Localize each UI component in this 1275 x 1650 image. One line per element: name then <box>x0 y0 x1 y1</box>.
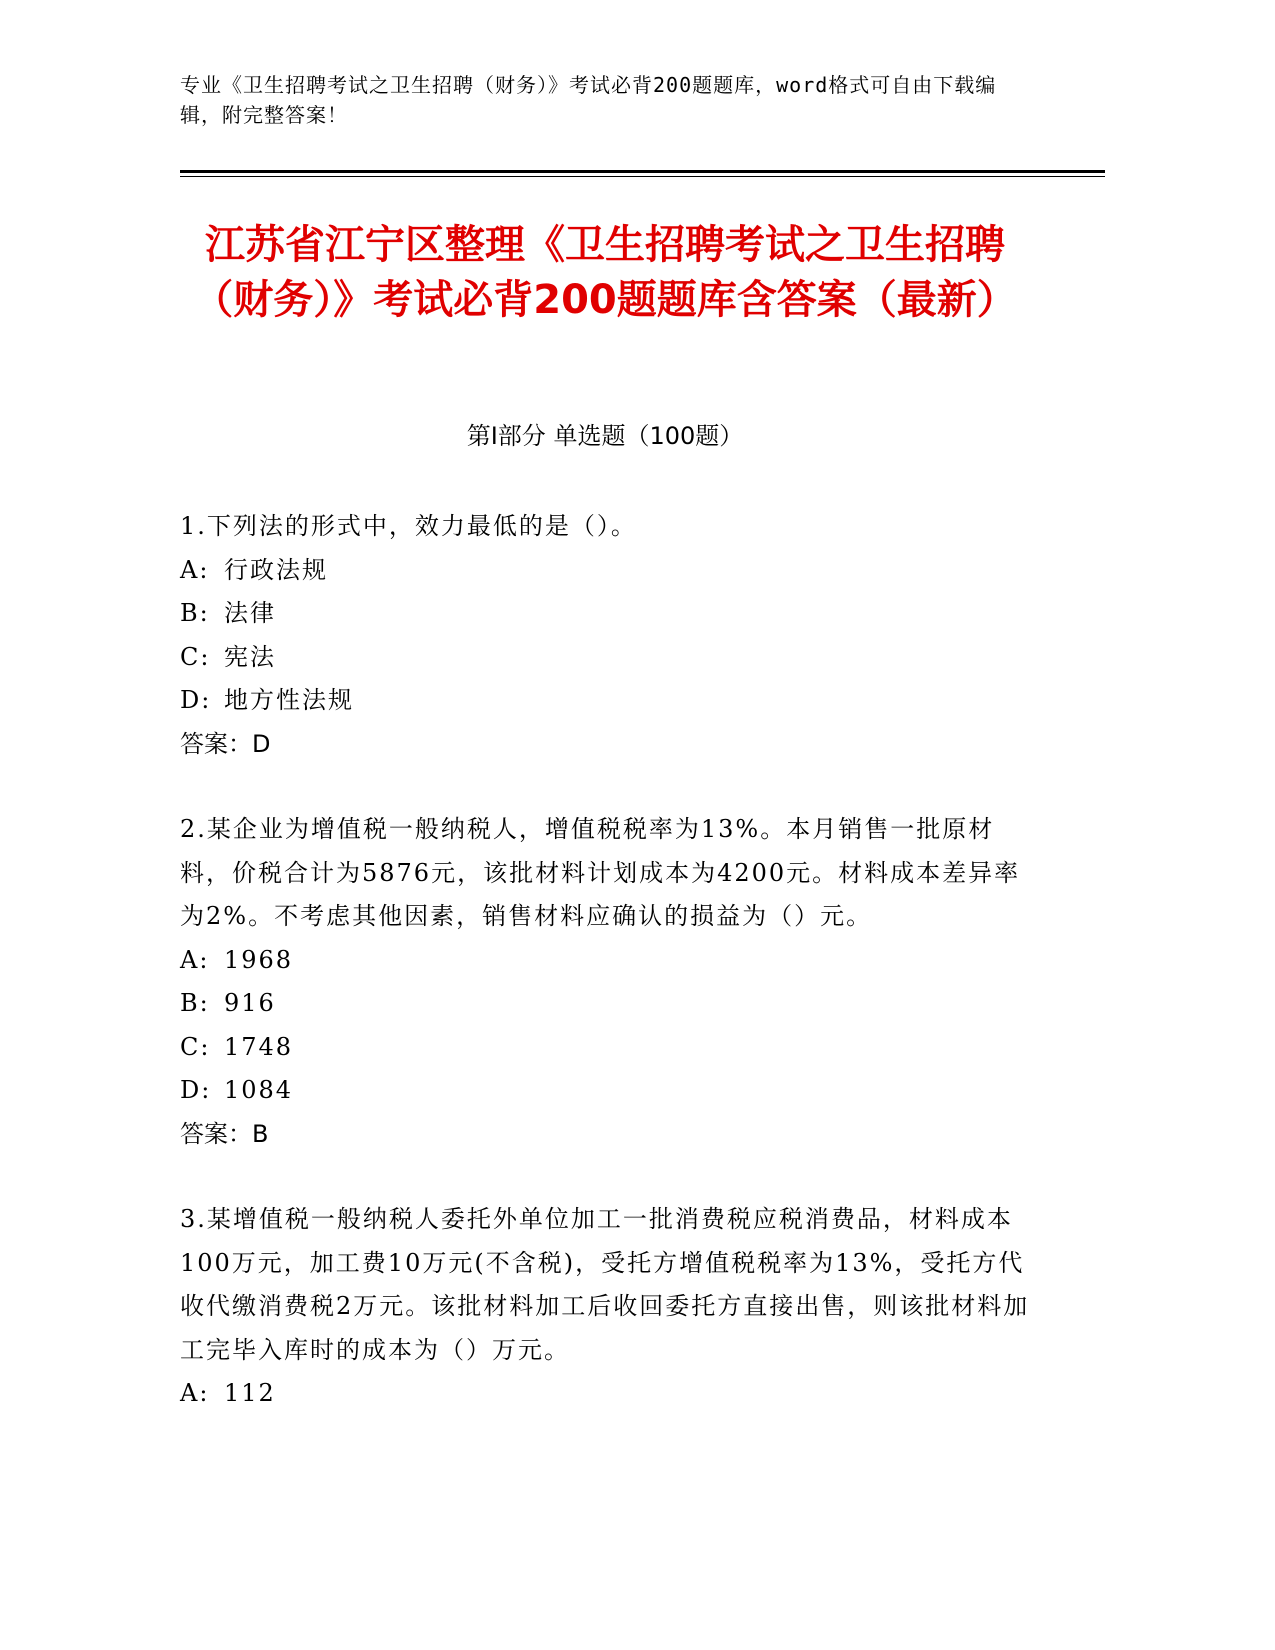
option-letter: C: <box>180 642 211 671</box>
option-text: 法律 <box>224 599 276 627</box>
option-letter: A: <box>180 1379 210 1407</box>
section-heading: 第I部分 单选题（100题） <box>466 422 744 450</box>
option-a <box>180 939 1030 983</box>
option-letter: D: <box>180 1076 212 1104</box>
option-text: 宪法 <box>224 642 276 671</box>
option-b <box>180 982 1030 1026</box>
option-text: 1084 <box>224 1076 294 1104</box>
option-text: 地方性法规 <box>224 686 354 714</box>
answer-line: 答案：D <box>180 729 271 758</box>
question-list <box>180 505 1030 1458</box>
option-letter: A: <box>180 945 210 974</box>
option-a <box>180 1372 1030 1416</box>
question-2 <box>180 808 1030 1156</box>
page-header <box>180 70 1030 130</box>
document-title: 江苏省江宁区整理《卫生招聘考试之卫生招聘（财务）》考试必背200题题库含答案（最新） <box>193 222 1017 323</box>
option-text: 行政法规 <box>224 555 328 584</box>
answer-line: 答案：B <box>180 1119 269 1148</box>
question-stem: 3.某增值税一般纳税人委托外单位加工一批消费税应税消费品，材料成本100万元，加工费10万元(不含税)，受托方增值税税率为13%，受托方代收代缴消费税2万元。该批材料加工后收回委托方直接出售，则该批材料加工完毕入库时的成本为（）万元。 <box>180 1205 1030 1364</box>
option-text: 112 <box>224 1379 276 1407</box>
option-letter: A: <box>180 555 210 584</box>
option-text: 1748 <box>224 1032 294 1061</box>
header-divider-thick <box>180 170 1105 173</box>
option-c <box>180 1026 1030 1070</box>
header-text: 专业《卫生招聘考试之卫生招聘（财务）》考试必背200题题库，word格式可自由下载编辑，附完整答案！ <box>180 73 997 127</box>
question-stem: 1.下列法的形式中，效力最低的是（）。 <box>180 512 637 540</box>
question-1 <box>180 505 1030 766</box>
question-stem: 2.某企业为增值税一般纳税人，增值税税率为13%。本月销售一批原材料，价税合计为5876元，该批材料计划成本为4200元。材料成本差异率为2%。不考虑其他因素，销售材料应确认的损益为（）元。 <box>180 815 1021 930</box>
option-letter: D: <box>180 686 212 714</box>
option-text: 916 <box>224 989 276 1017</box>
option-letter: B: <box>180 989 210 1017</box>
option-d <box>180 679 1030 723</box>
option-d <box>180 1069 1030 1113</box>
option-letter: C: <box>180 1032 211 1061</box>
question-3 <box>180 1198 1030 1416</box>
option-letter: B: <box>180 599 210 627</box>
option-c <box>180 636 1030 680</box>
header-divider-thin <box>180 176 1105 177</box>
option-b <box>180 592 1030 636</box>
option-text: 1968 <box>224 945 294 974</box>
option-a <box>180 549 1030 593</box>
